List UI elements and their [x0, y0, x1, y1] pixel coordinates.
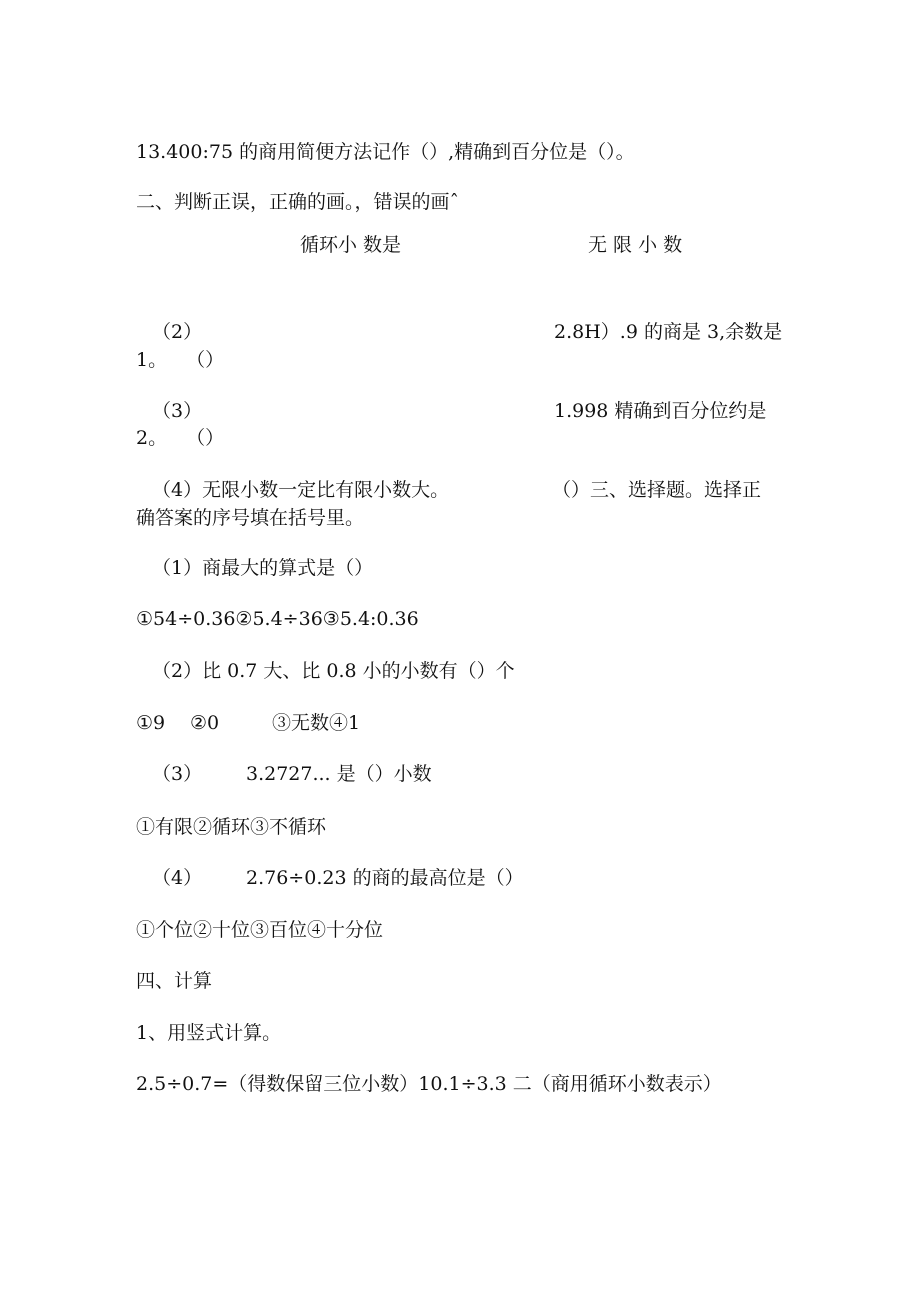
choice-question-4-number: （4） — [152, 867, 203, 889]
judge-item-1-left: 循环小 数是 — [300, 234, 402, 256]
judge-item-3-text: 1.998 精确到百分位约是 — [554, 400, 767, 422]
choice-question-2-option-2: ②0 — [190, 712, 220, 734]
judge-item-2-number: （2） — [152, 321, 203, 343]
choice-question-1-options: ①54÷0.36②5.4÷36③5.4:0.36 — [136, 608, 419, 630]
choice-question-2: （2）比 0.7 大、比 0.8 小的小数有（）个 — [152, 660, 515, 682]
calculation-problems: 2.5÷0.7=（得数保留三位小数）10.1÷3.3 二（商用循环小数表示） — [136, 1073, 722, 1095]
choice-question-2-option-1: ①9 — [136, 712, 166, 734]
choice-question-3-text: 3.2727... 是（）小数 — [246, 763, 432, 785]
choice-question-2-option-3-4: ③无数④1 — [272, 712, 361, 734]
judge-item-3-number: （3） — [152, 400, 203, 422]
calculation-subheading: 1、用竖式计算。 — [136, 1022, 282, 1044]
judge-item-4: （4）无限小数一定比有限小数大。 — [152, 479, 450, 501]
section-three-heading-start: （）三、选择题。选择正 — [552, 479, 762, 501]
choice-question-3-number: （3） — [152, 763, 203, 785]
section-two-heading: 二、判断正误，正确的画。，错误的画ˆ — [136, 191, 460, 213]
judge-item-3-continuation: 2。 （） — [136, 427, 225, 449]
judge-item-2-continuation: 1。 （） — [136, 349, 225, 371]
choice-question-1: （1）商最大的算式是（） — [152, 557, 374, 579]
choice-question-4-text: 2.76÷0.23 的商的最高位是（） — [246, 867, 524, 889]
choice-question-4-options: ①个位②十位③百位④十分位 — [136, 919, 384, 941]
judge-item-2-text: 2.8H）.9 的商是 3,余数是 — [554, 321, 783, 343]
section-four-heading: 四、计算 — [136, 970, 213, 992]
choice-question-3-options: ①有限②循环③不循环 — [136, 816, 327, 838]
fill-blank-question-13: 13.400:75 的商用简便方法记作（）,精确到百分位是（）。 — [136, 141, 635, 163]
section-three-heading-end: 确答案的序号填在括号里。 — [136, 507, 365, 529]
judge-item-1-right: 无 限 小 数 — [588, 234, 683, 256]
